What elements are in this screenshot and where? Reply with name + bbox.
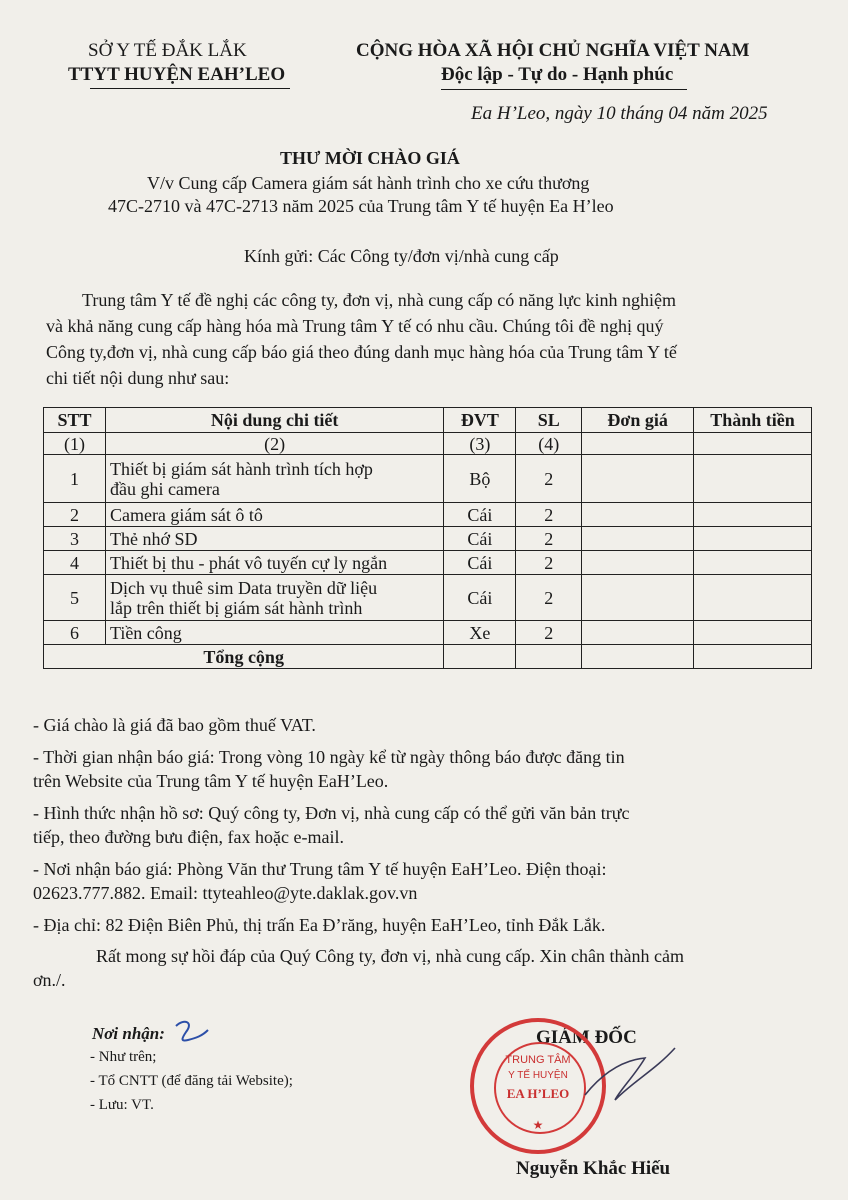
intro-line-4: chi tiết nội dung như sau: xyxy=(46,368,230,388)
seal-text-line-2: Y TẾ HUYỆN xyxy=(508,1070,568,1081)
row-stt: 2 xyxy=(44,503,106,527)
total-row xyxy=(44,645,812,669)
intro-line-1: Trung tâm Y tế đề nghị các công ty, đơn vị, nhà cung cấp có năng lực kinh nghiệm xyxy=(82,290,676,310)
seal-star-icon: ★ xyxy=(532,1118,544,1132)
row-unit-price xyxy=(582,503,694,527)
row-total xyxy=(694,527,812,551)
intro-line-2: và khả năng cung cấp hàng hóa mà Trung tâm Y tế có nhu cầu. Chúng tôi đề nghị quý xyxy=(46,316,664,336)
header-unit: ĐVT xyxy=(444,408,516,433)
row-unit-price xyxy=(582,527,694,551)
row-qty: 2 xyxy=(516,551,582,575)
row-content xyxy=(105,575,443,621)
column-number-row xyxy=(44,433,812,455)
row-qty: 2 xyxy=(516,527,582,551)
recipient-item: - Tổ CNTT (để đăng tải Website); xyxy=(90,1073,293,1089)
row-total xyxy=(694,575,812,621)
empty-cell xyxy=(694,433,812,455)
col-number: (2) xyxy=(105,433,443,455)
row-total xyxy=(694,551,812,575)
row-total xyxy=(694,455,812,503)
row-content-line: Thiết bị giám sát hành trình tích hợp xyxy=(109,458,373,479)
note-vat: - Giá chào là giá đã bao gồm thuế VAT. xyxy=(33,715,316,735)
row-qty: 2 xyxy=(516,455,582,503)
row-stt: 4 xyxy=(44,551,106,575)
table-row xyxy=(44,503,812,527)
row-qty: 2 xyxy=(516,575,582,621)
empty-cell xyxy=(444,645,516,669)
header-qty: SL xyxy=(516,408,582,433)
recipient-item: - Như trên; xyxy=(90,1049,157,1065)
col-number: (3) xyxy=(444,433,516,455)
closing-line-2: ơn./. xyxy=(33,970,66,990)
empty-cell xyxy=(694,645,812,669)
seal-text-line-1: TRUNG TÂM xyxy=(505,1054,571,1066)
closing-line-1: Rất mong sự hồi đáp của Quý Công ty, đơn vị, nhà cung cấp. Xin chân thành cảm xyxy=(96,946,684,966)
left-header-underline xyxy=(90,88,290,89)
col-number: (4) xyxy=(516,433,582,455)
note-deadline-line-2: trên Website của Trung tâm Y tế huyện EaH’Leo. xyxy=(33,771,389,791)
recipient-item: - Lưu: VT. xyxy=(90,1097,154,1113)
table-row xyxy=(44,551,812,575)
table-row xyxy=(44,455,812,503)
row-unit-price xyxy=(582,575,694,621)
empty-cell xyxy=(582,645,694,669)
signer-name: Nguyễn Khắc Hiếu xyxy=(516,1158,671,1179)
row-unit: Cái xyxy=(444,527,516,551)
note-submission-line-2: tiếp, theo đường bưu điện, fax hoặc e-mail. xyxy=(33,827,344,847)
table-row xyxy=(44,527,812,551)
header-content: Nội dung chi tiết xyxy=(105,408,443,433)
row-stt: 1 xyxy=(44,455,106,503)
date-line: Ea H’Leo, ngày 10 tháng 04 năm 2025 xyxy=(471,103,768,124)
row-unit: Xe xyxy=(444,621,516,645)
header-stt: STT xyxy=(44,408,106,433)
motto-underline xyxy=(441,89,687,90)
row-stt: 6 xyxy=(44,621,106,645)
intro-line-3: Công ty,đơn vị, nhà cung cấp báo giá theo đúng danh mục hàng hóa của Trung tâm Y tế xyxy=(46,342,677,362)
recipients-label: Nơi nhận: xyxy=(92,1024,165,1043)
row-unit: Cái xyxy=(444,503,516,527)
signature-scribble-icon xyxy=(575,1040,685,1110)
row-content xyxy=(105,455,443,503)
seal-text-line-3: EA H’LEO xyxy=(506,1086,570,1101)
row-unit: Bộ xyxy=(444,455,516,503)
table-header-row xyxy=(44,408,812,433)
header-unit-price: Đơn giá xyxy=(582,408,694,433)
row-content-line: lắp trên thiết bị giám sát hành trình xyxy=(109,597,363,618)
header-total: Thành tiền xyxy=(694,408,812,433)
table-row xyxy=(44,575,812,621)
row-total xyxy=(694,503,812,527)
row-unit-price xyxy=(582,621,694,645)
subject-line-1: V/v Cung cấp Camera giám sát hành trình cho xe cứu thương xyxy=(147,173,590,193)
total-label: Tổng cộng xyxy=(44,645,444,669)
col-number: (1) xyxy=(44,433,106,455)
table-row xyxy=(44,621,812,645)
handwritten-mark-icon xyxy=(172,1018,212,1046)
row-unit: Cái xyxy=(444,575,516,621)
signer-title: GIÁM ĐỐC xyxy=(536,1027,637,1048)
national-title: CỘNG HÒA XÃ HỘI CHỦ NGHĨA VIỆT NAM xyxy=(356,40,750,61)
note-address: - Địa chỉ: 82 Điện Biên Phủ, thị trấn Ea Đ’răng, huyện EaH’Leo, tỉnh Đắk Lắk. xyxy=(33,915,606,935)
row-qty: 2 xyxy=(516,621,582,645)
quotation-table xyxy=(43,407,812,669)
national-motto: Độc lập - Tự do - Hạnh phúc xyxy=(441,64,674,85)
row-content: Thẻ nhớ SD xyxy=(105,527,443,551)
agency-name: SỞ Y TẾ ĐẮK LẮK xyxy=(88,40,247,61)
document-title: THƯ MỜI CHÀO GIÁ xyxy=(280,148,460,168)
empty-cell xyxy=(582,433,694,455)
note-deadline-line-1: - Thời gian nhận báo giá: Trong vòng 10 ngày kể từ ngày thông báo được đăng tin xyxy=(33,747,625,767)
row-unit-price xyxy=(582,455,694,503)
row-unit: Cái xyxy=(444,551,516,575)
center-name: TTYT HUYỆN EAH’LEO xyxy=(68,64,286,85)
row-stt: 5 xyxy=(44,575,106,621)
subject-line-2: 47C-2710 và 47C-2713 năm 2025 của Trung tâm Y tế huyện Ea H’leo xyxy=(108,196,614,216)
row-qty: 2 xyxy=(516,503,582,527)
empty-cell xyxy=(516,645,582,669)
note-contact-line-2: 02623.777.882. Email: ttyteahleo@yte.daklak.gov.vn xyxy=(33,883,418,903)
row-content: Thiết bị thu - phát vô tuyến cự ly ngắn xyxy=(105,551,443,575)
row-content: Camera giám sát ô tô xyxy=(105,503,443,527)
note-contact-line-1: - Nơi nhận báo giá: Phòng Văn thư Trung tâm Y tế huyện EaH’Leo. Điện thoại: xyxy=(33,859,607,879)
row-unit-price xyxy=(582,551,694,575)
row-stt: 3 xyxy=(44,527,106,551)
row-total xyxy=(694,621,812,645)
row-content: Tiền công xyxy=(105,621,443,645)
note-submission-line-1: - Hình thức nhận hồ sơ: Quý công ty, Đơn vị, nhà cung cấp có thể gửi văn bản trực xyxy=(33,803,630,823)
row-content-line: Dịch vụ thuê sim Data truyền dữ liệu xyxy=(109,577,378,598)
row-content-line: đầu ghi camera xyxy=(109,478,220,499)
greeting: Kính gửi: Các Công ty/đơn vị/nhà cung cấp xyxy=(244,246,559,266)
